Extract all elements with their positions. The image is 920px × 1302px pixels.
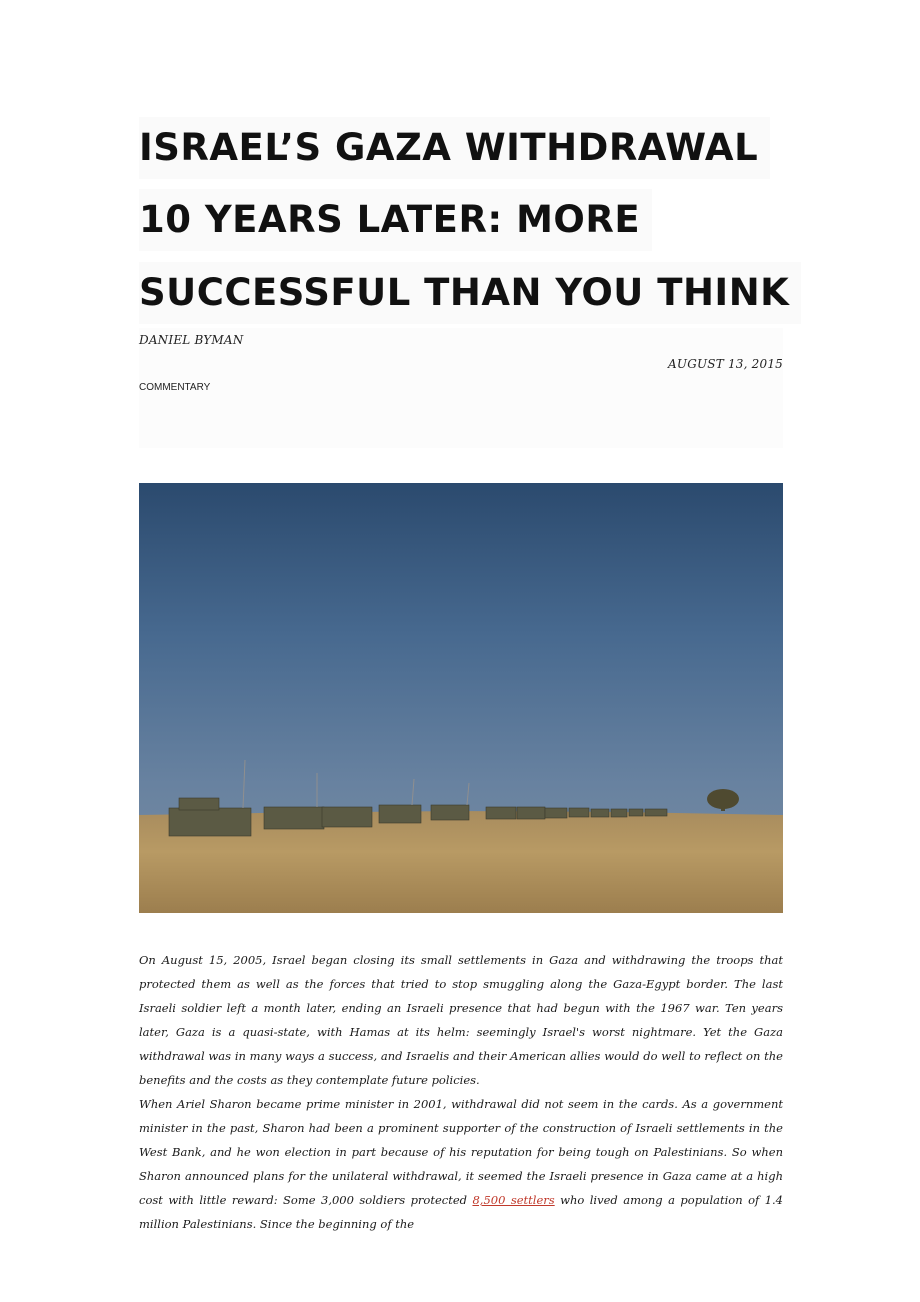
article-title-line-2: 10 YEARS LATER: MORE — [139, 189, 652, 251]
paragraph-1: On August 15, 2005, Israel began closing its small settlements in Gaza and withdrawing the troops that protected them as well as the forces that tried to stop smuggling along the Gaza-Egypt border. The last Israeli soldier left a month later, ending an Israeli presence that had begun with the 1967 war. Ten years later, Gaza is a quasi-state, with Hamas at its helm: seemingly Israel's worst nightmare. Yet the Gaza withdrawal was in many ways a success, and Israelis and their American allies would do well to reflect on the benefits and the costs as they contemplate future policies. — [139, 953, 783, 1087]
settlers-link[interactable]: 8,500 settlers — [472, 1193, 555, 1207]
paragraph-2 — [139, 1092, 783, 1236]
article-title-line-1: ISRAEL’S GAZA WITHDRAWAL — [139, 117, 770, 179]
hero-image — [139, 483, 783, 913]
category-label: COMMENTARY — [139, 382, 211, 393]
article-title-line-3: SUCCESSFUL THAN YOU THINK — [139, 262, 801, 324]
publish-date: AUGUST 13, 2015 — [668, 357, 783, 371]
author-name: DANIEL BYMAN — [139, 333, 244, 347]
paragraph-2-text-before-link: When Ariel Sharon became prime minister in 2001, withdrawal did not seem in the cards. As a government minister in the past, Sharon had been a prominent supporter of the construction of Israeli settlements in the West Bank, and he won election in part because of his reputation for being tough on Palestinians. So when Sharon announced plans for the unilateral withdrawal, it seemed the Israeli presence in Gaza came at a high cost with little reward: Some 3,000 soldiers protected — [139, 1097, 783, 1207]
paragraph-2-text-after-link: who lived among a population of 1.4 million Palestinians. Since the beginning of the — [139, 1193, 783, 1231]
article-body — [139, 948, 783, 1236]
